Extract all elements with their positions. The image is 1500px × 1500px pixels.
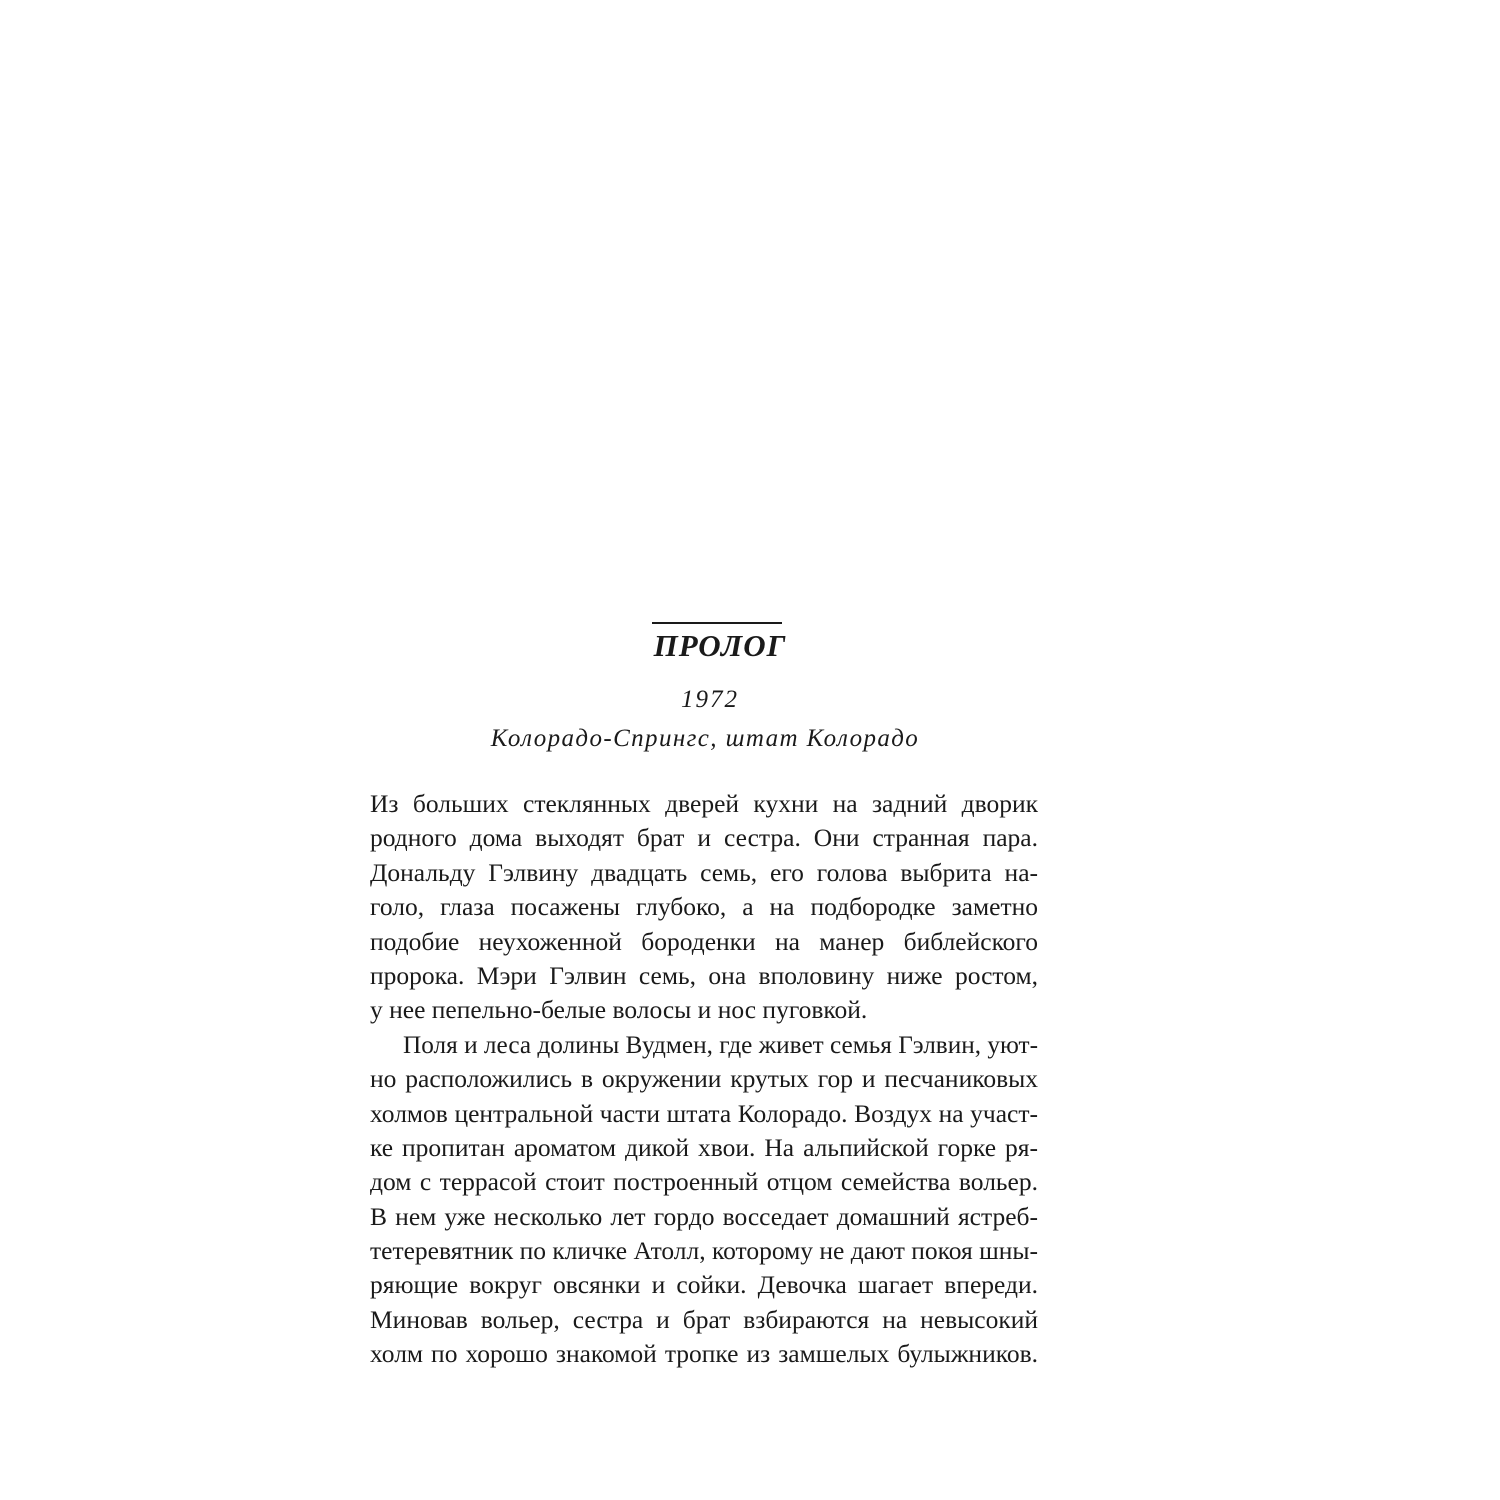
text-line: ке пропитан ароматом дикой хвои. На альпийской горке ря- (370, 1132, 1038, 1162)
text-line: холмов центральной части штата Колорадо. Воздух на участ- (370, 1098, 1038, 1128)
chapter-title: ПРОЛОГ (653, 628, 787, 663)
text-line: но расположились в окружении крутых гор и песчаниковых (370, 1064, 1038, 1094)
text-line: холм по хорошо знакомой тропке из замшелых булыжников. (370, 1339, 1038, 1369)
text-line: дом с террасой стоит построенный отцом семейства вольер. (370, 1167, 1038, 1197)
chapter-place: Колорадо-Спрингс, штат Колорадо (490, 725, 920, 752)
text-line: В нем уже несколько лет гордо восседает домашний ястреб- (370, 1201, 1038, 1231)
text-line: тетеревятник по кличке Атолл, которому не дают покоя шны- (370, 1236, 1038, 1266)
text-line: подобие неухоженной бороденки на манер библейского (370, 926, 1038, 956)
chapter-year: 1972 (681, 686, 739, 713)
text-line: Поля и леса долины Вудмен, где живет семья Гэлвин, уют- (403, 1030, 1038, 1059)
text-line: Из больших стеклянных дверей кухни на задний дворик (370, 789, 1038, 818)
text-line: Дональду Гэлвину двадцать семь, его голова выбрита на- (370, 857, 1038, 887)
text-line: голо, глаза посажены глубоко, а на подбородке заметно (370, 892, 1038, 922)
chapter-rule (652, 622, 782, 624)
text-line: Миновав вольер, сестра и брат взбираются на невысокий (370, 1304, 1038, 1334)
body-text (370, 787, 1038, 1372)
text-line: родного дома выходят брат и сестра. Они странная пара. (370, 823, 1038, 853)
text-line: ряющие вокруг овсянки и сойки. Девочка шагает впереди. (370, 1270, 1038, 1300)
text-line: у нее пепельно-белые волосы и нос пуговкой. (370, 995, 868, 1025)
text-line: пророка. Мэри Гэлвин семь, она вполовину ниже ростом, (370, 960, 1038, 990)
